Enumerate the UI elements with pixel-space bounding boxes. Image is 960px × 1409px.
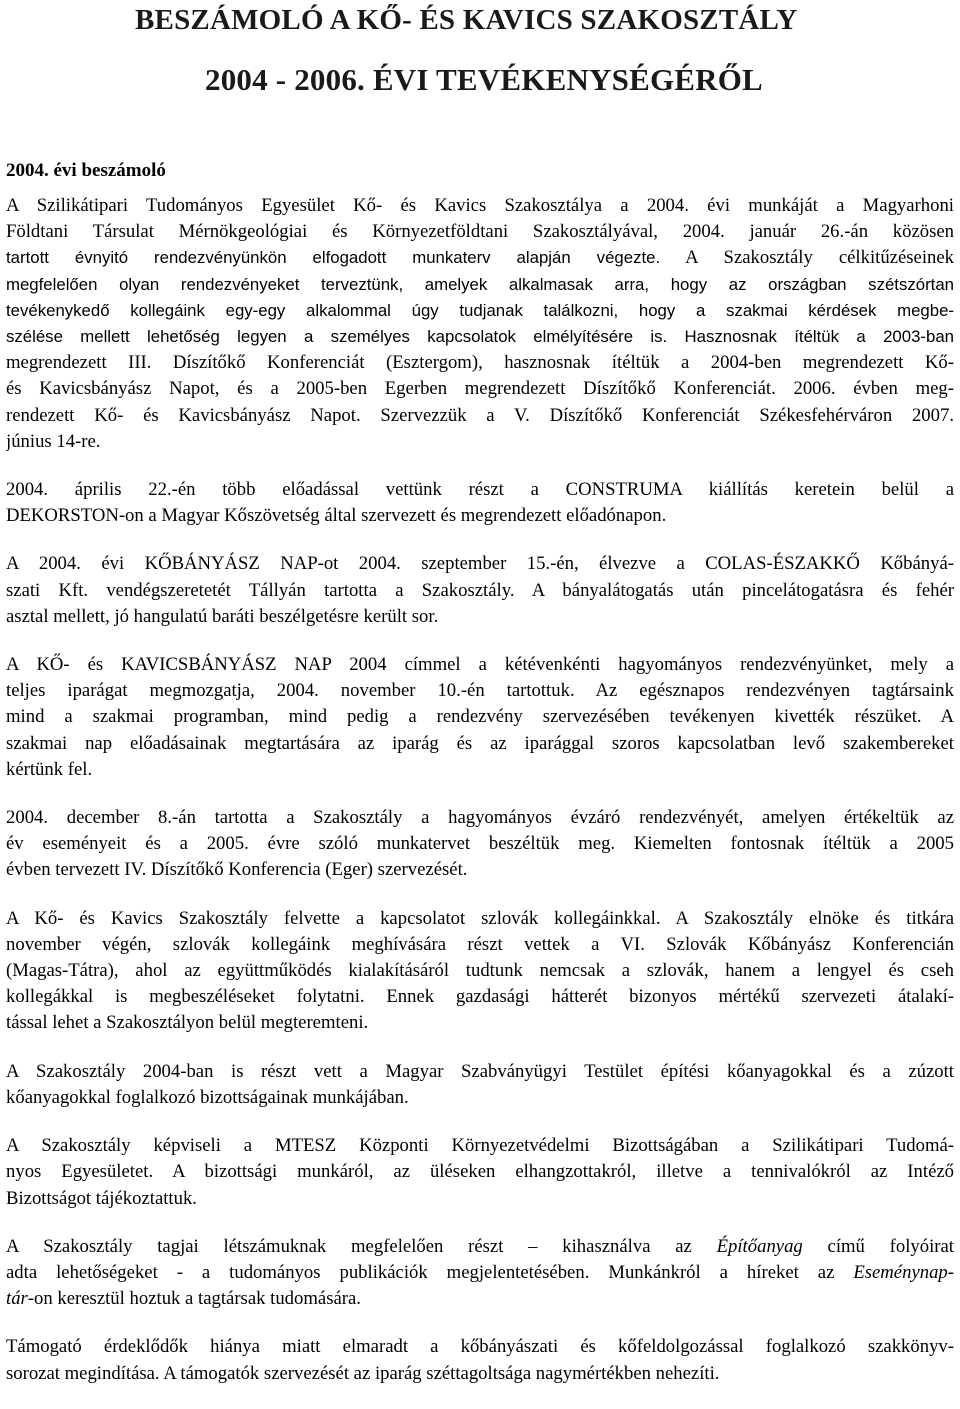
paragraph-line: mind a szakmai programban, mind pedig a rendezvény szervezésében tevékenyen kivették részüket. A [6,706,954,728]
paragraph-line-segment: című folyóirat [802,1235,954,1257]
paragraph-line: Támogató érdeklődők hiánya miatt elmaradt a kőbányászati és kőfeldolgozással foglalkozó szakkönyv- [6,1336,954,1358]
paragraph-line: 2004. április 22.-én több előadással vettünk részt a CONSTRUMA kiállítás keretein belül a [6,479,954,501]
paragraph-kavicsbanyasz-nap [6,652,954,783]
paragraph-line-segment: adta lehetőségeket - a tudományos publikációk megjelentetésében. Munkánkról a híreket az [6,1261,854,1283]
paragraph-line: kollegákkal is megbeszéléseket folytatni. Ennek gazdasági hátterét bizonyos mértékű szervezeti átalakí- [6,986,954,1008]
paragraph-line: Bizottságot tájékoztattuk. [6,1187,197,1209]
paragraph-line: és Kavicsbányász Napot, és a 2005-ben Egerben megrendezett Díszítőkő Konferenciát. 2006. évben meg- [6,378,954,400]
paragraph-line [6,1260,954,1286]
paragraph-line-segment: tartott évnyitó rendezvényünkön elfogadott munkaterv alapján végezte. [6,248,661,268]
publication-title-esemenynaptar: tár [6,1288,28,1310]
paragraph-line: DEKORSTON-on a Magyar Kőszövetség által szervezett és megrendezett előadónapon. [6,505,667,527]
paragraph-publikaciok [6,1234,954,1313]
paragraph-line: kőanyagokkal foglalkozó bizottságainak munkájában. [6,1086,409,1108]
paragraph-line: tással lehet a Szakosztályon belül megteremteni. [6,1012,369,1034]
journal-title-epitoanyag: Építőanyag [716,1235,803,1257]
paragraph-line: tevékenykedő kollegáink egy-egy alkalommal úgy tudjanak találkozni, hogy a szakmai kérdések megbe- [6,300,954,320]
paragraph-kobanyasz-nap [6,551,954,630]
paragraph-line [6,245,954,271]
paragraph-line: Földtani Társulat Mérnökgeológiai és Környezetföldtani Szakosztályával, 2004. január 26.-án közösen [6,221,954,243]
paragraph-line: asztal mellett, jó hangulatú baráti beszélgetésre került sor. [6,605,439,627]
section-subheading: 2004. évi beszámoló [6,160,166,181]
paragraph-line: A Szakosztály képviseli a MTESZ Központi Környezetvédelmi Bizottságában a Szilikátipari Tudomá- [6,1135,954,1157]
publication-title-esemenynaptar: Eseménynap- [853,1261,954,1283]
paragraph-line: szélése mellett lehetőség legyen a személyes kapcsolatok elmélyítésére is. Hasznosnak ítéltük a 2003-ban [6,327,954,347]
paragraph-line: A KŐ- és KAVICSBÁNYÁSZ NAP 2004 címmel a kétévenkénti hagyományos rendezvényünket, mely a [6,654,954,676]
paragraph-line-segment: A Szakosztály célkitűzéseinek [660,247,954,269]
paragraph-intro [6,193,954,455]
paragraph-konyvsorozat [6,1334,954,1386]
paragraph-line: megfelelően olyan rendezvényeket terveztünk, amelyek alkalmasak arra, hogy az országban szétszórtan [6,274,954,294]
paragraph-line: rendezett Kő- és Kavicsbányász Napot. Szervezzük a V. Díszítőkő Konferenciát Székesfehérváron 2007. [6,404,954,426]
paragraph-line: évben tervezett IV. Díszítőkő Konferencia (Eger) szervezését. [6,859,468,881]
paragraph-line: teljes iparágat megmozgatja, 2004. november 10.-én tartottuk. Az egésznapos rendezvényen tagtársaink [6,680,954,702]
paragraph-line: szati Kft. vendégszeretetét Tállyán tartotta a Szakosztály. A bányalátogatás után pincelátogatásra és fehér [6,579,954,601]
paragraph-line: A Kő- és Kavics Szakosztály felvette a kapcsolatot szlovák kollegáinkkal. A Szakosztály elnöke és titkára [6,907,954,929]
paragraph-line: év eseményeit és a 2005. évre szóló munkatervet beszéltük meg. Kiemelten fontosnak ítéltük a 2005 [6,833,954,855]
paragraph-mtesz [6,1133,954,1212]
document-title-line-1: BESZÁMOLÓ A KŐ- ÉS KAVICS SZAKOSZTÁLY [135,4,798,36]
paragraph-line: A Szakosztály 2004-ban is részt vett a Magyar Szabványügyi Testület építési kőanyagokkal és a zúzott [6,1060,954,1082]
paragraph-line: szakmai nap előadásainak megtartására az iparág és az iparággal szoros kapcsolatban levő szakembereket [6,732,954,754]
paragraph-line-segment: -on keresztül hoztuk a tagtársak tudomására. [27,1288,361,1310]
paragraph-szabvanyugy [6,1059,954,1111]
paragraph-line: 2004. december 8.-án tartotta a Szakosztály a hagyományos évzáró rendezvényét, amelyen értékeltük az [6,807,954,829]
paragraph-line [6,1286,954,1312]
paragraph-szlovak-kapcsolat [6,906,954,1037]
paragraph-construma [6,477,954,529]
paragraph-evzaro [6,805,954,884]
paragraph-line [6,1234,954,1260]
paragraph-line: A 2004. évi KŐBÁNYÁSZ NAP-ot 2004. szeptember 15.-én, élvezve a COLAS-ÉSZAKKŐ Kőbányá- [6,553,954,575]
document-title-line-2: 2004 - 2006. ÉVI TEVÉKENYSÉGÉRŐL [205,62,763,97]
paragraph-line: A Szilikátipari Tudományos Egyesület Kő- és Kavics Szakosztálya a 2004. évi munkáját a Magyarhoni [6,195,954,216]
paragraph-line: június 14-re. [6,430,101,452]
paragraph-line: megrendezett III. Díszítőkő Konferenciát (Esztergom), hasznosnak ítéltük a 2004-ben megrendezett Kő- [6,352,954,374]
paragraph-line: november végén, szlovák kollegáink meghívására részt vettek a VI. Szlovák Kőbányász Konferencián [6,933,954,955]
paragraph-line: kértünk fel. [6,758,93,780]
paragraph-line: sorozat megindítása. A támogatók szervezését az iparág széttagoltsága nagymértékben nehezíti. [6,1362,720,1384]
paragraph-line-segment: A Szakosztály tagjai létszámuknak megfelelően részt – kihasználva az [6,1235,717,1257]
paragraph-line: (Magas-Tátra), ahol az együttműködés kialakításáról tudtunk nemcsak a szlovák, hanem a lengyel és cseh [6,960,954,982]
paragraph-line: nyos Egyesületet. A bizottsági munkáról, az üléseken elhangzottakról, illetve a tennivalókról az Intéző [6,1161,954,1183]
document-body [6,193,954,1409]
